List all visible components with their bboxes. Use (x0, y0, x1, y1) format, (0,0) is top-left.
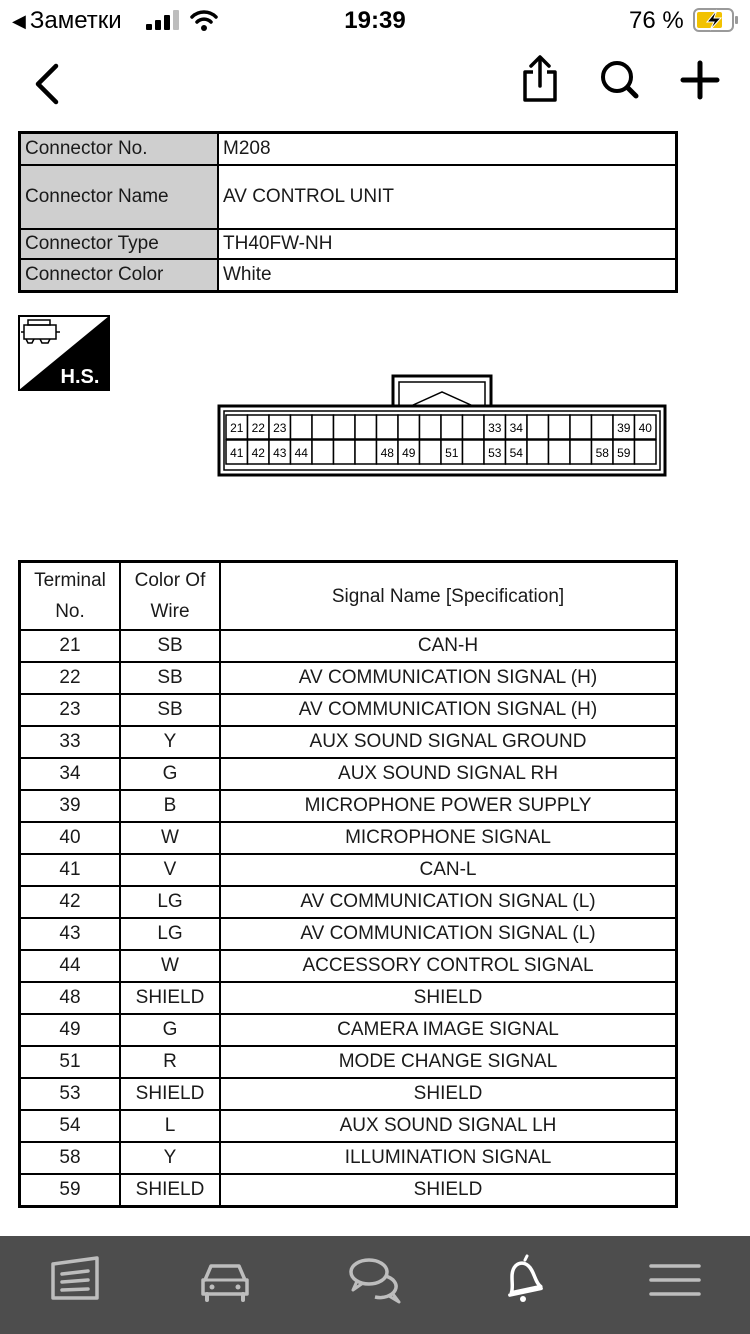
wire-color-cell: G (120, 758, 220, 790)
signal-name-cell: ILLUMINATION SIGNAL (220, 1142, 677, 1174)
pin-cavity (527, 415, 549, 439)
signal-name-cell: AV COMMUNICATION SIGNAL (L) (220, 918, 677, 950)
wire-color-cell: G (120, 1014, 220, 1046)
terminal-table (18, 560, 678, 1208)
connector-diagram (216, 374, 668, 478)
signal-name-cell: MICROPHONE SIGNAL (220, 822, 677, 854)
battery-percent: 76 % (629, 7, 684, 34)
status-bar (0, 0, 750, 44)
table-row (20, 1174, 677, 1207)
info-label: Connector No. (20, 133, 219, 166)
pin-label: 33 (488, 421, 502, 435)
info-row (20, 165, 677, 229)
pin-cavity (463, 440, 485, 464)
table-row (20, 950, 677, 982)
pin-cavity (592, 415, 614, 439)
wire-color-cell: SHIELD (120, 1078, 220, 1110)
pin-label: 21 (230, 421, 244, 435)
pin-cavity (570, 415, 592, 439)
tab-menu[interactable] (645, 1254, 705, 1306)
wire-color-cell: Y (120, 726, 220, 758)
table-row (20, 822, 677, 854)
signal-name-cell: AV COMMUNICATION SIGNAL (H) (220, 662, 677, 694)
back-app-label: Заметки (29, 7, 122, 34)
pin-cavity (355, 440, 377, 464)
bell-icon (493, 1254, 553, 1306)
wire-color-cell: Y (120, 1142, 220, 1174)
table-row (20, 758, 677, 790)
pin-label: 51 (445, 446, 459, 460)
terminal-cell: 34 (20, 758, 121, 790)
navigation-bar (0, 50, 750, 120)
pin-label: 23 (273, 421, 287, 435)
pin-label: 40 (638, 421, 652, 435)
signal-name-cell: SHIELD (220, 982, 677, 1014)
terminal-cell: 59 (20, 1174, 121, 1207)
pin-cavity (312, 415, 334, 439)
add-icon[interactable] (680, 60, 720, 100)
pin-label: 34 (509, 421, 523, 435)
wire-color-cell: LG (120, 918, 220, 950)
info-label: Connector Color (20, 259, 219, 292)
terminal-header: Terminal No. (20, 562, 121, 631)
wire-color-cell: LG (120, 886, 220, 918)
terminal-cell: 43 (20, 918, 121, 950)
tab-notifications[interactable] (493, 1254, 553, 1306)
signal-name-cell: MICROPHONE POWER SUPPLY (220, 790, 677, 822)
pin-label: 59 (617, 446, 631, 460)
table-row (20, 790, 677, 822)
terminal-cell: 44 (20, 950, 121, 982)
wire-color-cell: SB (120, 630, 220, 662)
pin-label: 49 (402, 446, 416, 460)
info-row (20, 229, 677, 259)
chat-icon (345, 1254, 405, 1306)
table-row (20, 694, 677, 726)
car-icon (195, 1254, 255, 1306)
terminal-table-header (20, 562, 677, 631)
pin-cavity (549, 440, 571, 464)
terminal-cell: 39 (20, 790, 121, 822)
document-image (0, 128, 750, 1232)
pin-label: 54 (509, 446, 523, 460)
table-row (20, 662, 677, 694)
wire-color-cell: W (120, 822, 220, 854)
tab-chat[interactable] (345, 1254, 405, 1306)
back-chevron-icon[interactable] (30, 62, 64, 106)
table-row (20, 726, 677, 758)
pin-label: 53 (488, 446, 502, 460)
wire-color-cell: V (120, 854, 220, 886)
pin-cavity (377, 415, 399, 439)
pin-cavity (334, 415, 356, 439)
info-value: White (218, 259, 677, 292)
table-row (20, 1078, 677, 1110)
signal-name-cell: SHIELD (220, 1174, 677, 1207)
signal-name-cell: CAMERA IMAGE SIGNAL (220, 1014, 677, 1046)
terminal-cell: 40 (20, 822, 121, 854)
wire-color-cell: W (120, 950, 220, 982)
signal-name-cell: AV COMMUNICATION SIGNAL (L) (220, 886, 677, 918)
pin-label: 48 (380, 446, 394, 460)
info-value: TH40FW-NH (218, 229, 677, 259)
pin-cavity (570, 440, 592, 464)
color-header: Color Of Wire (120, 562, 220, 631)
pin-label: 39 (617, 421, 631, 435)
wire-color-cell: B (120, 790, 220, 822)
pin-cavity (355, 415, 377, 439)
terminal-cell: 42 (20, 886, 121, 918)
connector-info-table (18, 131, 678, 293)
terminal-cell: 54 (20, 1110, 121, 1142)
signal-name-cell: MODE CHANGE SIGNAL (220, 1046, 677, 1078)
pin-cavity (635, 440, 657, 464)
menu-icon (645, 1254, 705, 1306)
pin-cavity (463, 415, 485, 439)
terminal-cell: 49 (20, 1014, 121, 1046)
back-triangle-icon: ◀ (12, 10, 26, 31)
search-icon[interactable] (598, 58, 642, 102)
wire-color-cell: SHIELD (120, 1174, 220, 1207)
table-row (20, 1046, 677, 1078)
wire-color-cell: R (120, 1046, 220, 1078)
signal-name-cell: AUX SOUND SIGNAL GROUND (220, 726, 677, 758)
wire-color-cell: SHIELD (120, 982, 220, 1014)
news-icon (45, 1254, 105, 1306)
table-row (20, 886, 677, 918)
clock: 19:39 (344, 7, 406, 34)
share-icon[interactable] (518, 54, 562, 104)
terminal-cell: 23 (20, 694, 121, 726)
pin-cavity (291, 415, 313, 439)
table-row (20, 1142, 677, 1174)
signal-name-cell: AUX SOUND SIGNAL LH (220, 1110, 677, 1142)
info-row (20, 259, 677, 292)
info-value: AV CONTROL UNIT (218, 165, 677, 229)
info-label: Connector Type (20, 229, 219, 259)
terminal-cell: 22 (20, 662, 121, 694)
tab-car[interactable] (195, 1254, 255, 1306)
pin-label: 44 (294, 446, 308, 460)
terminal-cell: 21 (20, 630, 121, 662)
table-row (20, 982, 677, 1014)
signal-name-cell: CAN-H (220, 630, 677, 662)
pin-label: 43 (273, 446, 287, 460)
pin-cavity (312, 440, 334, 464)
battery-charging-icon (693, 8, 739, 32)
bottom-tab-bar (0, 1236, 750, 1334)
signal-name-cell: ACCESSORY CONTROL SIGNAL (220, 950, 677, 982)
pin-cavity (420, 415, 442, 439)
pin-label: 22 (251, 421, 265, 435)
table-row (20, 854, 677, 886)
pin-cavity (527, 440, 549, 464)
hs-label: H.S. (60, 366, 100, 388)
terminal-cell: 48 (20, 982, 121, 1014)
signal-name-cell: AUX SOUND SIGNAL RH (220, 758, 677, 790)
info-label: Connector Name (20, 165, 219, 229)
pin-label: 41 (230, 446, 244, 460)
terminal-cell: 58 (20, 1142, 121, 1174)
wire-color-cell: L (120, 1110, 220, 1142)
signal-name-cell: AV COMMUNICATION SIGNAL (H) (220, 694, 677, 726)
signal-header: Signal Name [Specification] (220, 562, 677, 631)
terminal-cell: 41 (20, 854, 121, 886)
info-value: M208 (218, 133, 677, 166)
terminal-cell: 53 (20, 1078, 121, 1110)
signal-name-cell: CAN-L (220, 854, 677, 886)
terminal-cell: 33 (20, 726, 121, 758)
pin-cavity (441, 415, 463, 439)
harness-side-badge (18, 315, 110, 391)
wire-color-cell: SB (120, 694, 220, 726)
pin-cavity (334, 440, 356, 464)
table-row (20, 1110, 677, 1142)
table-row (20, 630, 677, 662)
terminal-cell: 51 (20, 1046, 121, 1078)
signal-name-cell: SHIELD (220, 1078, 677, 1110)
info-row (20, 133, 677, 166)
table-row (20, 1014, 677, 1046)
pin-cavity (549, 415, 571, 439)
table-row (20, 918, 677, 950)
pin-cavity (420, 440, 442, 464)
pin-label: 58 (595, 446, 609, 460)
tab-news[interactable] (45, 1254, 105, 1306)
pin-cavity (398, 415, 420, 439)
wire-color-cell: SB (120, 662, 220, 694)
pin-label: 42 (251, 446, 265, 460)
